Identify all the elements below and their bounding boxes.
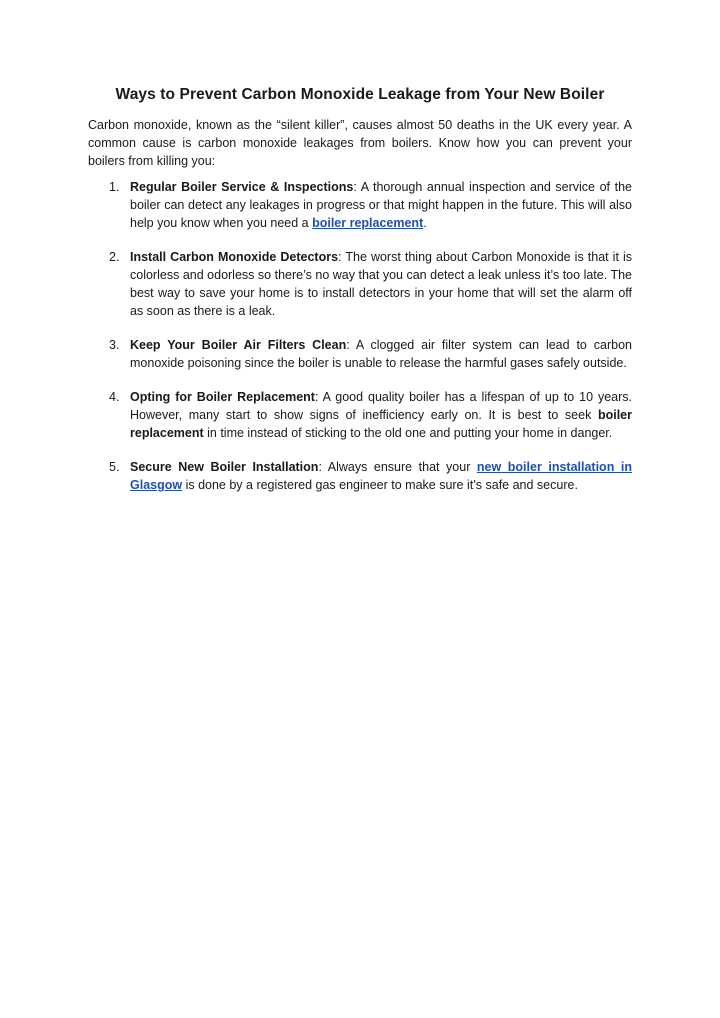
list-item-2 xyxy=(88,248,632,320)
item-text-end: . xyxy=(423,216,427,230)
item-term: Keep Your Boiler Air Filters Clean xyxy=(130,338,347,352)
item-text: : The worst thing about Carbon Monoxide is that it is colorless and odorless so there’s no way that you can detect a leak unless it’s too late. The best way to save your home is to install detectors in your home that will set the alarm off as soon as there is a leak. xyxy=(130,250,633,318)
list-item-3 xyxy=(88,336,632,372)
item-term: Regular Boiler Service & Inspections xyxy=(130,180,354,194)
list-number: 5. xyxy=(109,460,120,474)
item-text: : Always ensure that your xyxy=(318,460,477,474)
boiler-replacement-link[interactable]: boiler replacement xyxy=(312,216,424,230)
list-item-5 xyxy=(88,458,632,494)
list-number: 2. xyxy=(109,250,120,264)
list-item-4 xyxy=(88,388,632,442)
item-text-end: is done by a registered gas engineer to make sure it’s safe and secure. xyxy=(182,478,578,492)
prevention-list xyxy=(88,178,632,494)
list-item-1 xyxy=(88,178,632,232)
item-term: Install Carbon Monoxide Detectors xyxy=(130,250,339,264)
item-term: Opting for Boiler Replacement xyxy=(130,390,315,404)
new-boiler-installation-link[interactable]: new boiler installation in Glasgow xyxy=(130,460,632,492)
item-bold-inline: boiler replacement xyxy=(130,408,632,440)
list-number: 4. xyxy=(109,390,120,404)
item-text: : A clogged air filter system can lead to carbon monoxide poisoning since the boiler is unable to release the harmful gases safely outside. xyxy=(130,338,632,370)
item-term: Secure New Boiler Installation xyxy=(130,460,319,474)
document-title: Ways to Prevent Carbon Monoxide Leakage from Your New Boiler xyxy=(115,86,605,103)
item-text: : A thorough annual inspection and service of the boiler can detect any leakages in progress or that might happen in the future. This will also help you know when you need a xyxy=(130,180,632,230)
list-number: 1. xyxy=(109,180,120,194)
intro-paragraph: Carbon monoxide, known as the “silent killer”, causes almost 50 deaths in the UK every year. A common cause is carbon monoxide leakages from boilers. Know how you can prevent your boilers from killing you: xyxy=(88,118,632,168)
list-number: 3. xyxy=(109,338,120,352)
item-text-end: in time instead of sticking to the old one and putting your home in danger. xyxy=(203,426,613,440)
item-text: : A good quality boiler has a lifespan of up to 10 years. However, many start to show signs of inefficiency early on. It is best to seek xyxy=(130,390,632,422)
